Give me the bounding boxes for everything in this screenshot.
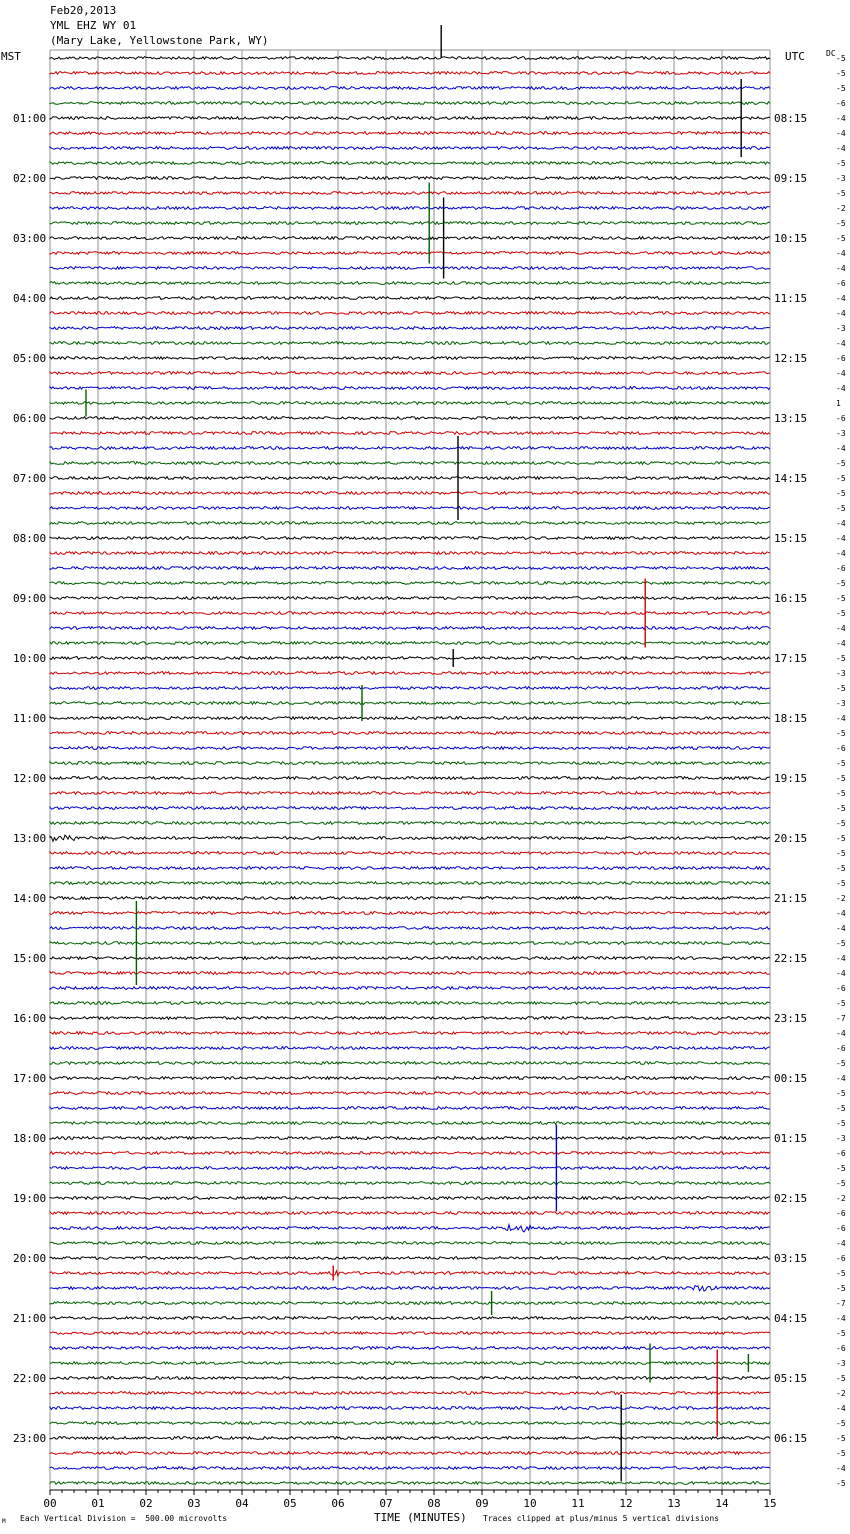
x-tick-label-11: 11: [571, 1497, 585, 1510]
dc-offset-59: -5: [836, 939, 846, 948]
mst-label-16: 17:00: [13, 1072, 47, 1085]
dc-offset-9: -5: [836, 189, 846, 198]
dc-offset-89: -2: [836, 1389, 846, 1398]
trace-row-39: [50, 642, 770, 645]
utc-label-8: 16:15: [774, 592, 808, 605]
trace-row-24: [50, 417, 770, 420]
dc-offset-47: -5: [836, 759, 846, 768]
dc-offset-31: -4: [836, 519, 846, 528]
left-timezone-label: MST: [1, 50, 21, 63]
dc-offset-92: -5: [836, 1434, 846, 1443]
mst-label-9: 10:00: [13, 652, 47, 665]
dc-offset-column: [836, 54, 846, 1488]
trace-row-49: [50, 792, 770, 795]
trace-row-7: [50, 162, 770, 165]
dc-offset-62: -6: [836, 984, 846, 993]
dc-offset-33: -4: [836, 549, 846, 558]
dc-offset-35: -5: [836, 579, 846, 588]
x-tick-label-6: 06: [331, 1497, 345, 1510]
dc-offset-79: -4: [836, 1239, 846, 1248]
trace-row-63: [50, 1002, 770, 1005]
mst-label-17: 18:00: [13, 1132, 47, 1145]
x-tick-label-14: 14: [715, 1497, 729, 1510]
trace-row-79: [50, 1242, 770, 1245]
dc-offset-29: -5: [836, 489, 846, 498]
utc-label-1: 09:15: [774, 172, 808, 185]
trace-row-70: [50, 1107, 770, 1110]
trace-row-35: [50, 582, 770, 585]
dc-offset-header: DC: [826, 49, 836, 58]
dc-offset-82: -5: [836, 1284, 846, 1293]
trace-row-51: [50, 822, 770, 825]
trace-row-65: [50, 1032, 770, 1035]
x-tick-label-13: 13: [667, 1497, 681, 1510]
dc-offset-40: -5: [836, 654, 846, 663]
dc-offset-39: -4: [836, 639, 846, 648]
dc-offset-21: -4: [836, 369, 846, 378]
utc-label-10: 18:15: [774, 712, 808, 725]
mst-label-18: 19:00: [13, 1192, 47, 1205]
trace-row-67: [50, 1062, 770, 1065]
dc-offset-0: -5: [836, 54, 846, 63]
mst-label-8: 09:00: [13, 592, 47, 605]
trace-row-16: [50, 297, 770, 300]
utc-label-22: 06:15: [774, 1432, 808, 1445]
dc-offset-15: -6: [836, 279, 846, 288]
dc-offset-71: -5: [836, 1119, 846, 1128]
trace-row-95: [50, 1482, 770, 1485]
dc-offset-83: -7: [836, 1299, 846, 1308]
dc-offset-64: -7: [836, 1014, 846, 1023]
trace-row-18: [50, 327, 770, 330]
trace-row-31: [50, 522, 770, 525]
dc-offset-10: -2: [836, 204, 846, 213]
trace-row-33: [50, 552, 770, 555]
trace-row-84: [50, 1317, 770, 1320]
mst-label-3: 04:00: [13, 292, 47, 305]
trace-row-47: [50, 762, 770, 765]
dc-offset-36: -5: [836, 594, 846, 603]
trace-row-26: [50, 447, 770, 450]
trace-row-71: [50, 1122, 770, 1125]
dc-offset-61: -4: [836, 969, 846, 978]
dc-offset-26: -4: [836, 444, 846, 453]
dc-offset-94: -4: [836, 1464, 846, 1473]
dc-offset-13: -4: [836, 249, 846, 258]
trace-row-82: [50, 1286, 770, 1292]
dc-offset-63: -5: [836, 999, 846, 1008]
trace-row-29: [50, 492, 770, 495]
dc-offset-11: -5: [836, 219, 846, 228]
dc-offset-88: -5: [836, 1374, 846, 1383]
trace-row-6: [50, 147, 770, 150]
trace-row-80: [50, 1257, 770, 1260]
x-tick-label-9: 09: [475, 1497, 489, 1510]
utc-label-12: 20:15: [774, 832, 808, 845]
utc-label-4: 12:15: [774, 352, 808, 365]
vertical-scale-note: Each Vertical Division = 500.00 microvolts: [20, 1514, 228, 1523]
dc-offset-87: -3: [836, 1359, 846, 1368]
dc-offset-81: -5: [836, 1269, 846, 1278]
trace-row-42: [50, 687, 770, 690]
dc-offset-51: -5: [836, 819, 846, 828]
trace-row-76: [50, 1197, 770, 1200]
trace-row-53: [50, 852, 770, 855]
trace-row-41: [50, 672, 770, 675]
x-tick-label-10: 10: [523, 1497, 537, 1510]
utc-label-7: 15:15: [774, 532, 808, 545]
trace-row-0: [50, 57, 770, 60]
mst-label-1: 02:00: [13, 172, 47, 185]
trace-row-48: [50, 777, 770, 780]
trace-row-9: [50, 192, 770, 195]
utc-label-3: 11:15: [774, 292, 808, 305]
utc-label-15: 23:15: [774, 1012, 808, 1025]
dc-offset-68: -4: [836, 1074, 846, 1083]
x-tick-label-12: 12: [619, 1497, 633, 1510]
x-axis-title: TIME (MINUTES): [374, 1511, 467, 1524]
utc-label-11: 19:15: [774, 772, 808, 785]
utc-label-9: 17:15: [774, 652, 808, 665]
seismic-traces: [50, 25, 770, 1484]
utc-label-20: 04:15: [774, 1312, 808, 1325]
trace-row-55: [50, 882, 770, 885]
dc-offset-25: -3: [836, 429, 846, 438]
right-timezone-label: UTC: [785, 50, 805, 63]
dc-offset-18: -3: [836, 324, 846, 333]
dc-offset-34: -6: [836, 564, 846, 573]
mst-label-5: 06:00: [13, 412, 47, 425]
trace-row-37: [50, 612, 770, 615]
trace-row-32: [50, 537, 770, 540]
mst-label-12: 13:00: [13, 832, 47, 845]
trace-row-28: [50, 477, 770, 480]
dc-offset-1: -5: [836, 69, 846, 78]
trace-row-34: [50, 567, 770, 570]
trace-row-66: [50, 1047, 770, 1050]
trace-row-94: [50, 1467, 770, 1470]
trace-row-2: [50, 87, 770, 90]
dc-offset-30: -5: [836, 504, 846, 513]
dc-offset-4: -4: [836, 114, 846, 123]
trace-row-12: [50, 237, 770, 240]
trace-row-4: [50, 117, 770, 120]
utc-label-14: 22:15: [774, 952, 808, 965]
trace-row-45: [50, 732, 770, 735]
mst-label-21: 22:00: [13, 1372, 47, 1385]
trace-row-91: [50, 1422, 770, 1425]
dc-offset-67: -5: [836, 1059, 846, 1068]
trace-row-68: [50, 1077, 770, 1080]
mst-hour-labels: [13, 112, 46, 1445]
dc-offset-72: -3: [836, 1134, 846, 1143]
dc-offset-49: -5: [836, 789, 846, 798]
utc-label-0: 08:15: [774, 112, 808, 125]
trace-row-14: [50, 267, 770, 270]
dc-offset-19: -4: [836, 339, 846, 348]
dc-offset-42: -5: [836, 684, 846, 693]
dc-offset-41: -3: [836, 669, 846, 678]
trace-row-69: [50, 1092, 770, 1095]
trace-row-44: [50, 717, 770, 720]
trace-row-86: [50, 1347, 770, 1350]
dc-offset-2: -5: [836, 84, 846, 93]
trace-row-88: [50, 1377, 770, 1380]
trace-row-3: [50, 102, 770, 105]
dc-offset-8: -3: [836, 174, 846, 183]
trace-row-27: [50, 462, 770, 465]
dc-offset-28: -5: [836, 474, 846, 483]
dc-offset-5: -4: [836, 129, 846, 138]
trace-row-90: [50, 1407, 770, 1410]
x-tick-label-8: 08: [427, 1497, 441, 1510]
mst-label-15: 16:00: [13, 1012, 47, 1025]
corner-mark: M: [2, 1518, 6, 1525]
trace-row-54: [50, 867, 770, 870]
trace-row-59: [50, 942, 770, 945]
dc-offset-93: -5: [836, 1449, 846, 1458]
x-tick-label-5: 05: [283, 1497, 297, 1510]
trace-row-23: [50, 402, 770, 405]
x-tick-label-3: 03: [187, 1497, 201, 1510]
trace-row-50: [50, 807, 770, 810]
x-tick-label-1: 01: [91, 1497, 105, 1510]
trace-row-1: [50, 72, 770, 75]
x-tick-label-2: 02: [139, 1497, 153, 1510]
trace-row-38: [50, 627, 770, 630]
trace-row-85: [50, 1332, 770, 1335]
dc-offset-66: -6: [836, 1044, 846, 1053]
dc-offset-85: -5: [836, 1329, 846, 1338]
dc-offset-48: -5: [836, 774, 846, 783]
trace-row-36: [50, 597, 770, 600]
trace-row-61: [50, 972, 770, 975]
utc-label-2: 10:15: [774, 232, 808, 245]
mst-label-19: 20:00: [13, 1252, 47, 1265]
dc-offset-75: -5: [836, 1179, 846, 1188]
trace-row-52: [50, 835, 770, 841]
dc-offset-80: -6: [836, 1254, 846, 1263]
mst-label-22: 23:00: [13, 1432, 47, 1445]
dc-offset-45: -5: [836, 729, 846, 738]
dc-offset-24: -6: [836, 414, 846, 423]
trace-row-58: [50, 927, 770, 930]
x-tick-label-0: 00: [43, 1497, 57, 1510]
dc-offset-56: -2: [836, 894, 846, 903]
dc-offset-95: -5: [836, 1479, 846, 1488]
dc-offset-27: -5: [836, 459, 846, 468]
dc-offset-37: -5: [836, 609, 846, 618]
dc-offset-58: -4: [836, 924, 846, 933]
dc-offset-57: -4: [836, 909, 846, 918]
utc-label-18: 02:15: [774, 1192, 808, 1205]
trace-row-56: [50, 897, 770, 900]
dc-offset-38: -4: [836, 624, 846, 633]
mst-label-11: 12:00: [13, 772, 47, 785]
dc-offset-70: -5: [836, 1104, 846, 1113]
dc-offset-43: -3: [836, 699, 846, 708]
trace-row-77: [50, 1212, 770, 1215]
x-tick-label-15: 15: [763, 1497, 777, 1510]
trace-row-89: [50, 1392, 770, 1395]
dc-offset-69: -5: [836, 1089, 846, 1098]
trace-row-93: [50, 1452, 770, 1455]
dc-offset-78: -6: [836, 1224, 846, 1233]
mst-label-0: 01:00: [13, 112, 47, 125]
dc-offset-65: -4: [836, 1029, 846, 1038]
dc-offset-54: -5: [836, 864, 846, 873]
trace-row-81: [50, 1271, 770, 1276]
utc-label-16: 00:15: [774, 1072, 808, 1085]
x-tick-label-7: 07: [379, 1497, 393, 1510]
utc-label-13: 21:15: [774, 892, 808, 905]
dc-offset-14: -4: [836, 264, 846, 273]
dc-offset-73: -6: [836, 1149, 846, 1158]
trace-row-46: [50, 747, 770, 750]
trace-row-75: [50, 1182, 770, 1185]
trace-row-40: [50, 657, 770, 660]
trace-row-5: [50, 132, 770, 135]
dc-offset-17: -4: [836, 309, 846, 318]
dc-offset-7: -5: [836, 159, 846, 168]
plot-date: Feb20,2013: [50, 4, 117, 17]
trace-row-21: [50, 372, 770, 375]
dc-offset-12: -5: [836, 234, 846, 243]
mst-label-10: 11:00: [13, 712, 47, 725]
dc-offset-53: -5: [836, 849, 846, 858]
dc-offset-74: -5: [836, 1164, 846, 1173]
dc-offset-90: -4: [836, 1404, 846, 1413]
utc-hour-labels: [774, 112, 807, 1445]
trace-row-74: [50, 1167, 770, 1170]
utc-label-21: 05:15: [774, 1372, 808, 1385]
dc-offset-55: -5: [836, 879, 846, 888]
dc-offset-77: -6: [836, 1209, 846, 1218]
trace-row-78: [50, 1225, 770, 1232]
trace-row-83: [50, 1302, 770, 1305]
x-axis: [43, 1490, 776, 1510]
station-code: YML EHZ WY 01: [50, 19, 137, 32]
dc-offset-16: -4: [836, 294, 846, 303]
trace-row-92: [50, 1437, 770, 1440]
trace-row-87: [50, 1362, 770, 1365]
trace-row-73: [50, 1152, 770, 1155]
trace-row-17: [50, 312, 770, 315]
clip-note: Traces clipped at plus/minus 5 vertical divisions: [483, 1514, 720, 1523]
dc-offset-50: -5: [836, 804, 846, 813]
trace-row-10: [50, 207, 770, 210]
dc-offset-23: 1: [836, 399, 841, 408]
dc-offset-6: -4: [836, 144, 846, 153]
dc-offset-32: -4: [836, 534, 846, 543]
dc-offset-52: -5: [836, 834, 846, 843]
dc-offset-20: -6: [836, 354, 846, 363]
mst-label-7: 08:00: [13, 532, 47, 545]
mst-label-6: 07:00: [13, 472, 47, 485]
dc-offset-91: -5: [836, 1419, 846, 1428]
mst-label-20: 21:00: [13, 1312, 47, 1325]
utc-label-6: 14:15: [774, 472, 808, 485]
mst-label-14: 15:00: [13, 952, 47, 965]
utc-label-19: 03:15: [774, 1252, 808, 1265]
dc-offset-76: -2: [836, 1194, 846, 1203]
dc-offset-3: -6: [836, 99, 846, 108]
dc-offset-22: -4: [836, 384, 846, 393]
dc-offset-44: -4: [836, 714, 846, 723]
mst-label-4: 05:00: [13, 352, 47, 365]
trace-row-57: [50, 912, 770, 915]
trace-row-8: [50, 177, 770, 180]
trace-row-19: [50, 342, 770, 345]
trace-row-62: [50, 987, 770, 990]
trace-row-25: [50, 432, 770, 435]
dc-offset-84: -4: [836, 1314, 846, 1323]
trace-row-60: [50, 957, 770, 960]
trace-row-30: [50, 507, 770, 510]
trace-row-11: [50, 222, 770, 225]
trace-row-20: [50, 357, 770, 360]
trace-row-15: [50, 282, 770, 285]
dc-offset-86: -6: [836, 1344, 846, 1353]
dc-offset-46: -6: [836, 744, 846, 753]
utc-label-17: 01:15: [774, 1132, 808, 1145]
trace-row-13: [50, 252, 770, 255]
station-location: (Mary Lake, Yellowstone Park, WY): [50, 34, 269, 47]
mst-label-13: 14:00: [13, 892, 47, 905]
trace-row-43: [50, 702, 770, 705]
dc-offset-60: -4: [836, 954, 846, 963]
x-tick-label-4: 04: [235, 1497, 249, 1510]
trace-row-22: [50, 387, 770, 390]
mst-label-2: 03:00: [13, 232, 47, 245]
trace-row-72: [50, 1137, 770, 1140]
trace-row-64: [50, 1017, 770, 1020]
utc-label-5: 13:15: [774, 412, 808, 425]
